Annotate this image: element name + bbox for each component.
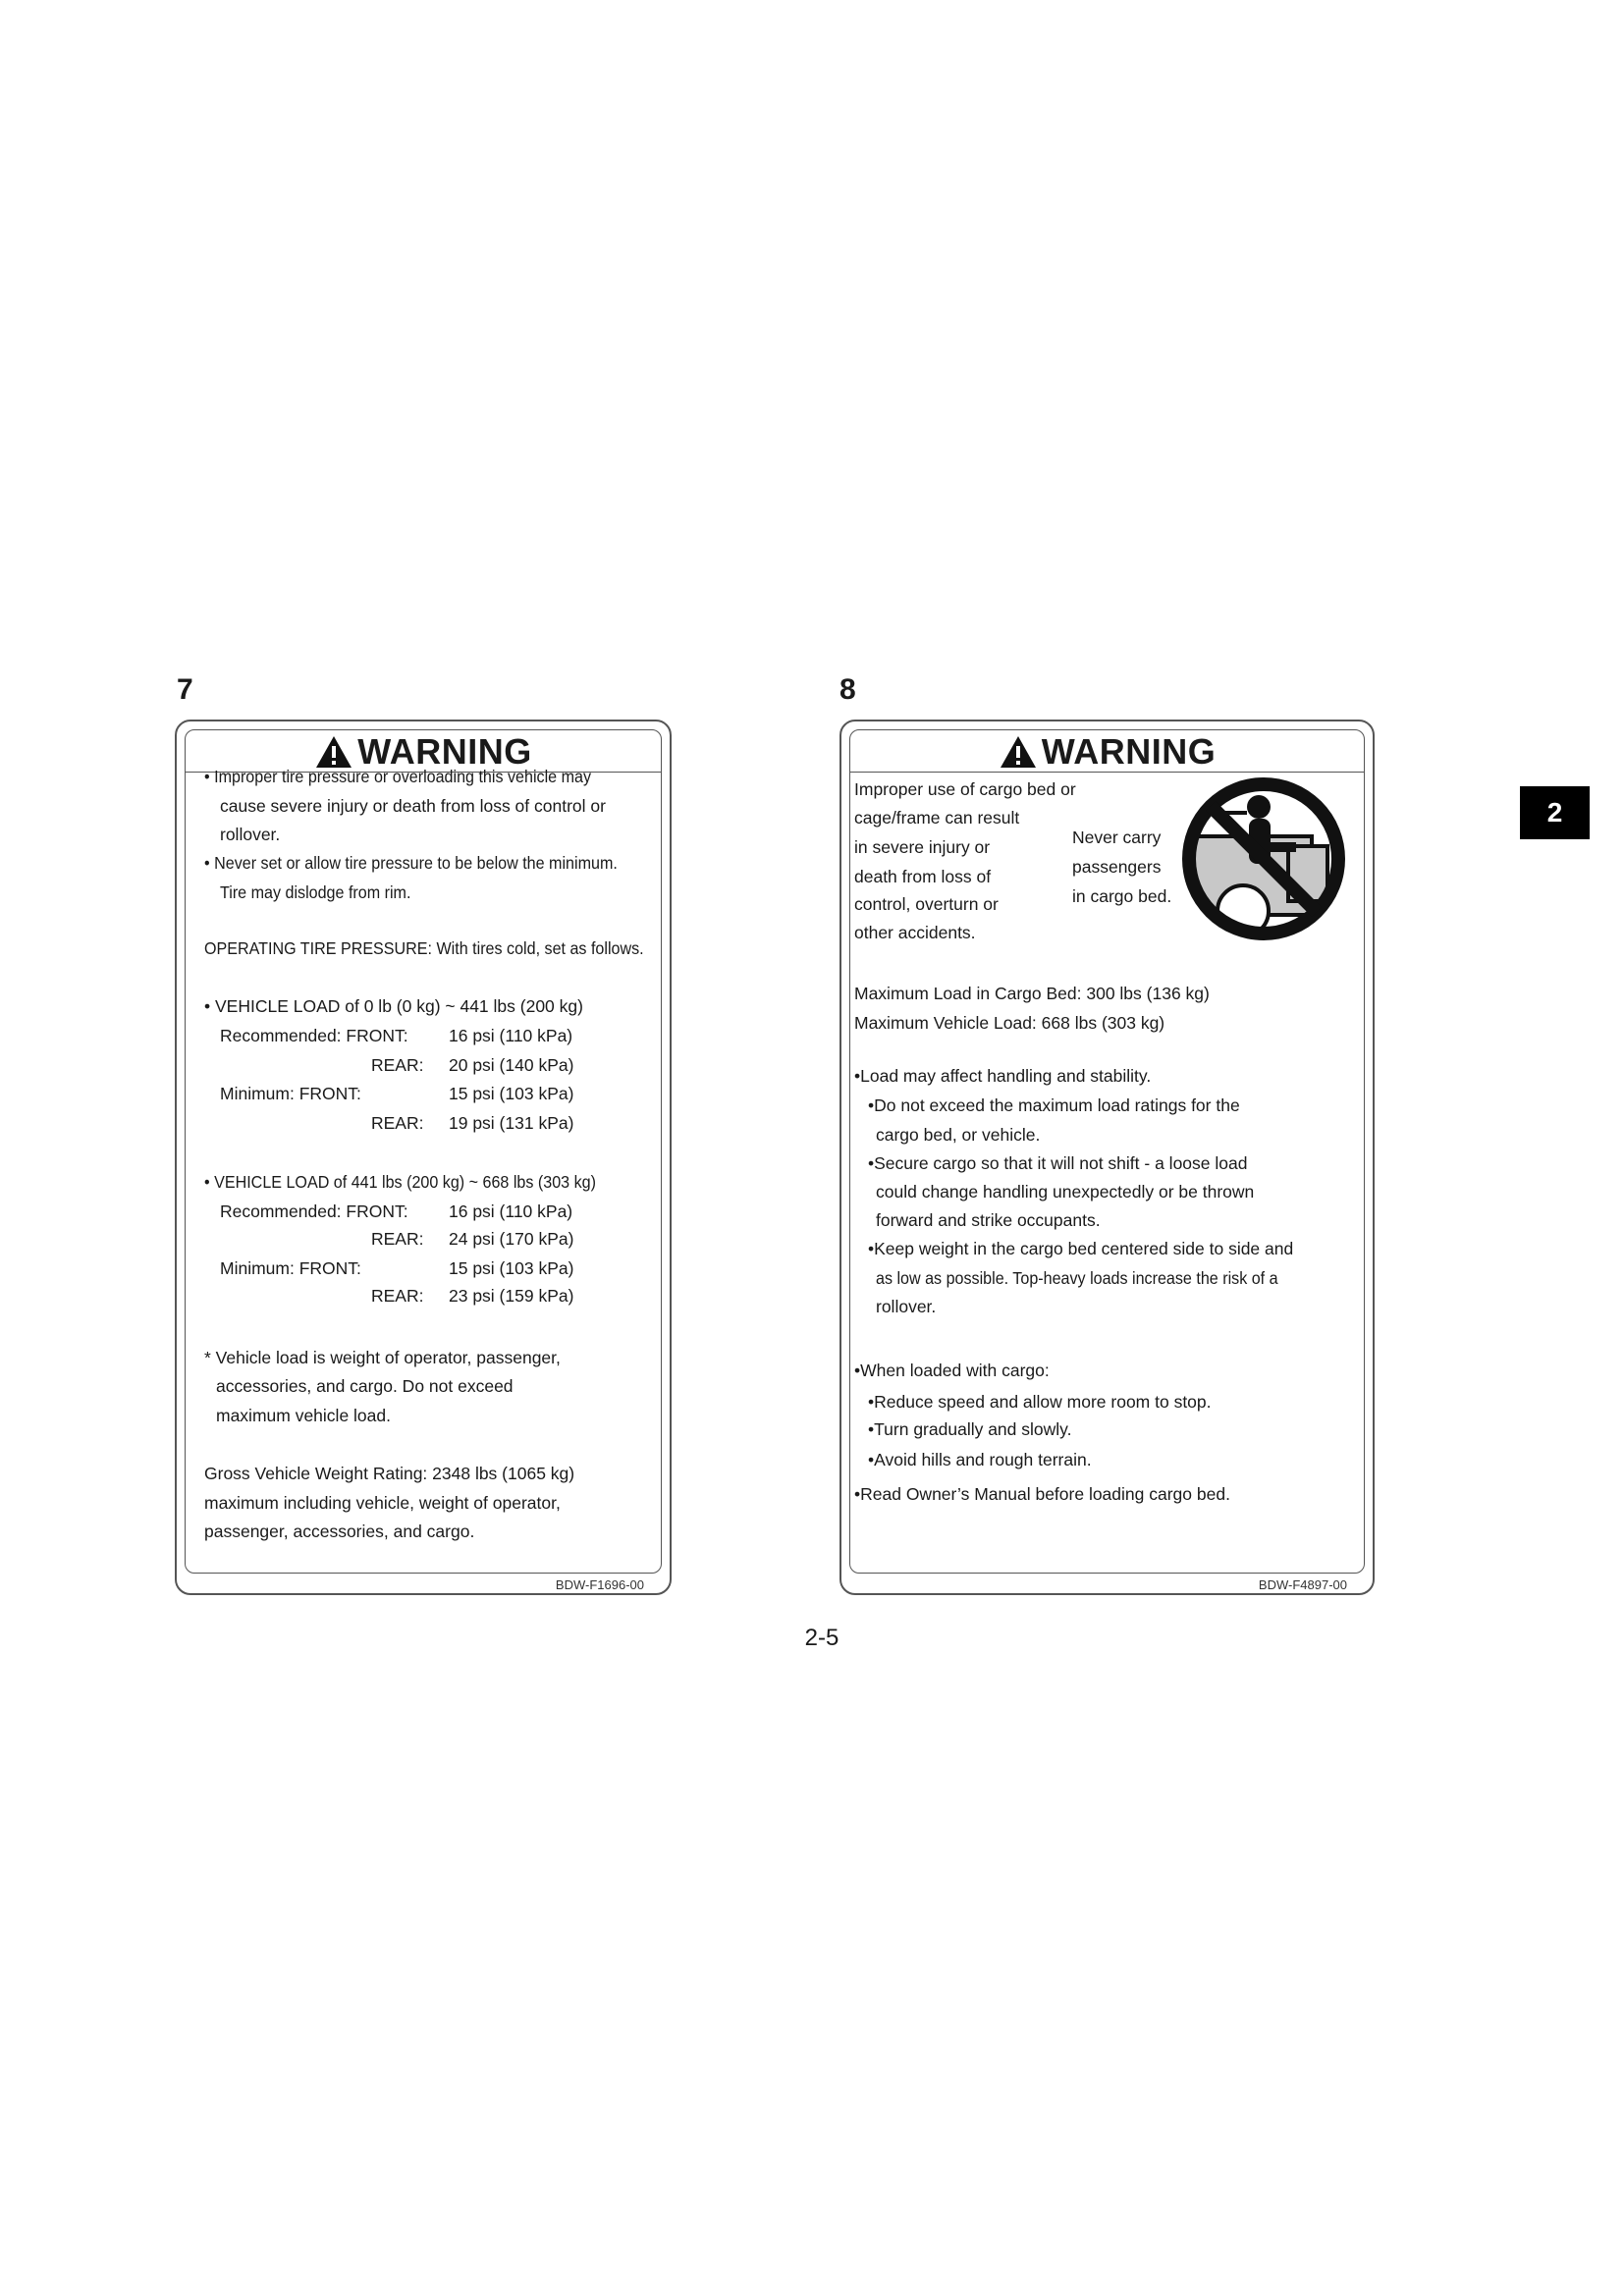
text-line: •When loaded with cargo: bbox=[854, 1361, 1050, 1380]
text-line: Recommended: FRONT: bbox=[220, 1201, 408, 1221]
warning-triangle-icon bbox=[999, 734, 1038, 770]
text-line: •Load may affect handling and stability. bbox=[854, 1066, 1152, 1086]
text-line: •Do not exceed the maximum load ratings for the bbox=[868, 1095, 1240, 1115]
text-line: cargo bed, or vehicle. bbox=[876, 1125, 1041, 1145]
text-line: • Improper tire pressure or overloading this vehicle may bbox=[204, 767, 592, 786]
text-line: other accidents. bbox=[854, 923, 976, 942]
chapter-tab: 2 bbox=[1520, 786, 1590, 839]
text-line: rollover. bbox=[220, 825, 281, 844]
text-line: passengers bbox=[1072, 857, 1162, 877]
text-line: •Turn gradually and slowly. bbox=[868, 1419, 1072, 1439]
pressure-value: 16 psi (110 kPa) bbox=[449, 1201, 573, 1221]
label-8-heading: WARNING bbox=[1041, 731, 1217, 772]
text-line: Maximum Vehicle Load: 668 lbs (303 kg) bbox=[854, 1013, 1165, 1033]
pressure-value: 19 psi (131 kPa) bbox=[449, 1113, 574, 1133]
text-line: as low as possible. Top-heavy loads increase the risk of a bbox=[876, 1268, 1278, 1288]
text-line: • Never set or allow tire pressure to be below the minimum. bbox=[204, 853, 618, 873]
text-line: Maximum Load in Cargo Bed: 300 lbs (136 kg) bbox=[854, 984, 1210, 1003]
text-line: REAR: bbox=[371, 1113, 424, 1133]
text-line: cage/frame can result bbox=[854, 808, 1020, 828]
text-line: REAR: bbox=[371, 1055, 424, 1075]
pressure-value: 24 psi (170 kPa) bbox=[449, 1229, 574, 1249]
text-line: Minimum: FRONT: bbox=[220, 1084, 361, 1103]
text-line: Improper use of cargo bed or bbox=[854, 779, 1076, 799]
text-line: •Reduce speed and allow more room to stop. bbox=[868, 1392, 1212, 1412]
text-line: passenger, accessories, and cargo. bbox=[204, 1522, 475, 1541]
text-line: Gross Vehicle Weight Rating: 2348 lbs (1065 kg) bbox=[204, 1464, 575, 1483]
label-7-number: 7 bbox=[177, 673, 193, 706]
text-line: • VEHICLE LOAD of 441 lbs (200 kg) ~ 668 lbs (303 kg) bbox=[204, 1172, 596, 1192]
text-line: in cargo bed. bbox=[1072, 886, 1172, 906]
text-line: * Vehicle load is weight of operator, passenger, bbox=[204, 1348, 561, 1367]
label-8-code: BDW-F4897-00 bbox=[1258, 1577, 1347, 1592]
text-line: OPERATING TIRE PRESSURE: With tires cold, set as follows. bbox=[204, 938, 644, 958]
text-line: maximum vehicle load. bbox=[216, 1406, 391, 1425]
text-line: control, overturn or bbox=[854, 894, 999, 914]
text-line: • VEHICLE LOAD of 0 lb (0 kg) ~ 441 lbs (200 kg) bbox=[204, 996, 583, 1016]
warning-triangle-icon bbox=[314, 734, 353, 770]
text-line: Minimum: FRONT: bbox=[220, 1258, 361, 1278]
text-line: •Secure cargo so that it will not shift - a loose load bbox=[868, 1153, 1248, 1173]
text-line: cause severe injury or death from loss of control or bbox=[220, 796, 606, 816]
pressure-value: 23 psi (159 kPa) bbox=[449, 1286, 574, 1306]
text-line: forward and strike occupants. bbox=[876, 1210, 1101, 1230]
pressure-value: 20 psi (140 kPa) bbox=[449, 1055, 574, 1075]
text-line: maximum including vehicle, weight of operator, bbox=[204, 1493, 561, 1513]
text-line: could change handling unexpectedly or be thrown bbox=[876, 1182, 1255, 1201]
label-7-code: BDW-F1696-00 bbox=[555, 1577, 644, 1592]
text-line: in severe injury or bbox=[854, 837, 991, 857]
text-line: •Read Owner’s Manual before loading cargo bed. bbox=[854, 1484, 1230, 1504]
text-line: REAR: bbox=[371, 1286, 424, 1306]
text-line: •Avoid hills and rough terrain. bbox=[868, 1450, 1092, 1469]
pressure-value: 16 psi (110 kPa) bbox=[449, 1026, 573, 1045]
page-number: 2-5 bbox=[804, 1625, 839, 1651]
text-line: Recommended: FRONT: bbox=[220, 1026, 408, 1045]
no-passengers-in-cargo-bed-icon bbox=[1178, 774, 1349, 944]
label-8-number: 8 bbox=[839, 673, 856, 706]
text-line: accessories, and cargo. Do not exceed bbox=[216, 1376, 514, 1396]
label-7-heading: WARNING bbox=[357, 731, 532, 772]
text-line: •Keep weight in the cargo bed centered side to side and bbox=[868, 1239, 1294, 1258]
text-line: death from loss of bbox=[854, 867, 992, 886]
pressure-value: 15 psi (103 kPa) bbox=[449, 1258, 574, 1278]
label-8-header bbox=[850, 730, 1364, 773]
text-line: rollover. bbox=[876, 1297, 937, 1316]
text-line: Tire may dislodge from rim. bbox=[220, 882, 411, 902]
text-line: REAR: bbox=[371, 1229, 424, 1249]
pressure-value: 15 psi (103 kPa) bbox=[449, 1084, 574, 1103]
text-line: Never carry bbox=[1072, 828, 1162, 847]
